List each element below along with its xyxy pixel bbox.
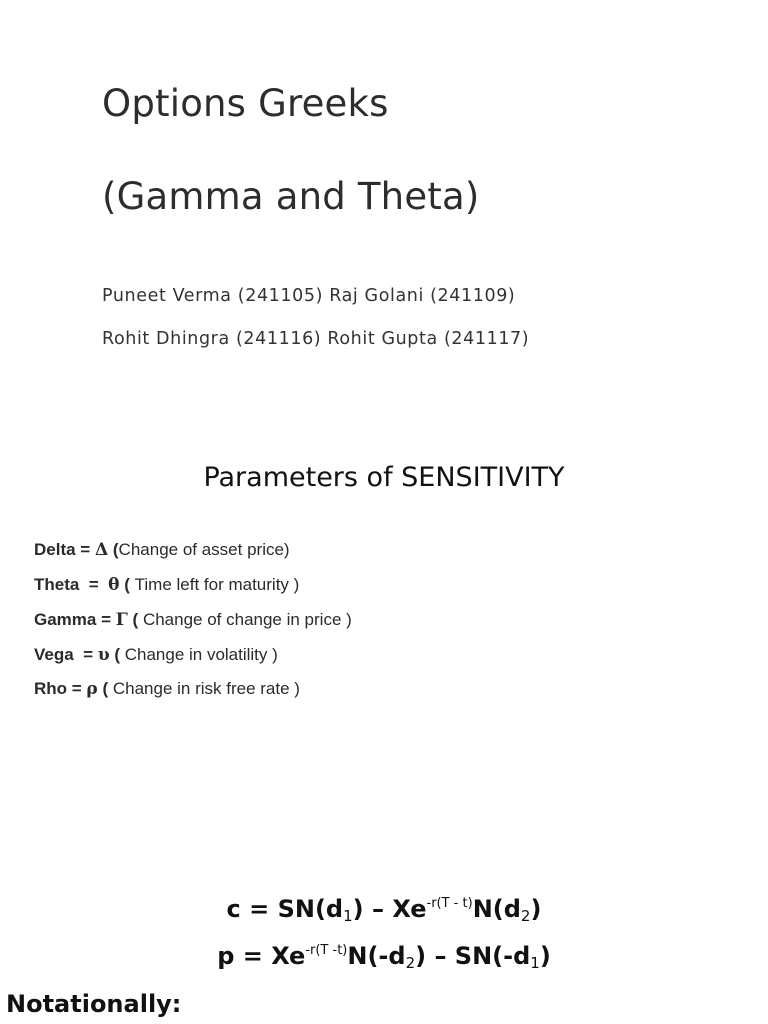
formula-subscript: 1 (343, 907, 353, 925)
formula-exponent: -r(T -t) (305, 943, 348, 958)
delta-symbol: Δ (94, 540, 109, 560)
vega-symbol: υ (97, 645, 110, 665)
formula-part: N(-d (347, 942, 406, 970)
param-equals: = (96, 610, 116, 629)
param-equals: = (73, 645, 98, 664)
param-open-paren: ( (119, 575, 135, 594)
formula-subscript: 2 (520, 907, 531, 925)
param-name: Gamma (34, 610, 97, 629)
author-line-1: Puneet Verma (241105) Raj Golani (241109) (102, 286, 516, 306)
formula-subscript: 1 (530, 954, 540, 972)
notationally-label: Notationally: (6, 990, 182, 1018)
param-desc: Change in risk free rate ) (112, 679, 300, 698)
formula-exponent: -r(T - t) (426, 896, 473, 911)
param-open-paren: ( (108, 540, 119, 559)
gamma-symbol: Γ (115, 610, 128, 630)
section-heading: Parameters of SENSITIVITY (203, 462, 565, 493)
formula-subscript: 2 (405, 954, 416, 972)
formula-part: ) – Xe (352, 895, 427, 923)
param-name: Delta (34, 540, 76, 559)
formula-part: ) – SN(-d (415, 942, 531, 970)
author-line-2: Rohit Dhingra (241116) Rohit Gupta (241117) (102, 329, 530, 349)
formula-part: N(d (472, 895, 521, 923)
theta-symbol: θ (108, 575, 120, 595)
call-formula (0, 895, 768, 925)
param-open-paren: ( (127, 610, 143, 629)
formula-part: ) (539, 942, 551, 970)
param-desc: Change in volatility ) (124, 645, 278, 664)
param-theta (34, 575, 299, 595)
param-name: Theta (34, 575, 80, 594)
formula-part: ) (530, 895, 542, 923)
put-formula (0, 942, 768, 972)
param-desc: Change of change in price ) (142, 610, 352, 629)
param-gamma (34, 610, 352, 630)
param-open-paren: ( (109, 645, 125, 664)
param-desc: Time left for maturity ) (134, 575, 300, 594)
param-desc: Change of asset price) (118, 540, 290, 559)
rho-symbol: ρ (86, 679, 98, 699)
param-name: Vega (34, 645, 74, 664)
param-rho (34, 679, 300, 699)
param-equals: = (75, 540, 95, 559)
param-name: Rho (34, 679, 68, 698)
param-open-paren: ( (97, 679, 113, 698)
title-line-2: (Gamma and Theta) (102, 175, 480, 218)
formula-part: c = SN(d (226, 895, 344, 923)
param-delta (34, 540, 290, 560)
param-vega (34, 645, 278, 665)
formula-part: p = Xe (217, 942, 306, 970)
title-line-1: Options Greeks (102, 82, 389, 125)
param-equals: = (79, 575, 109, 594)
param-equals: = (67, 679, 87, 698)
